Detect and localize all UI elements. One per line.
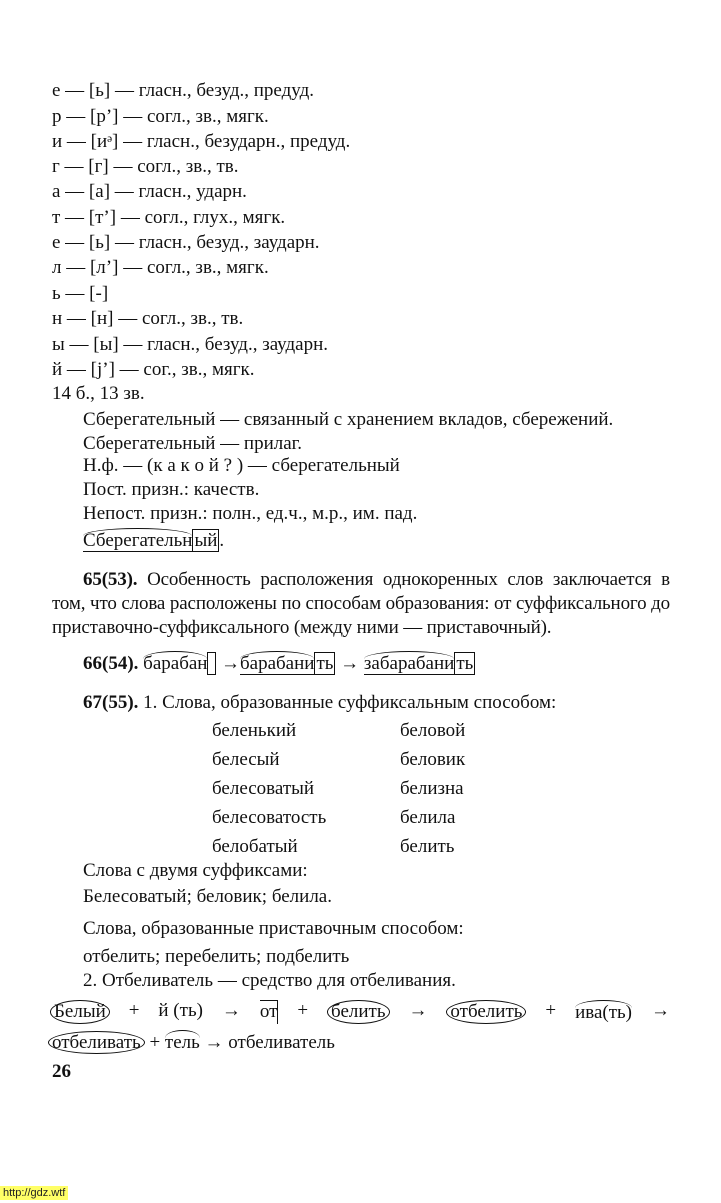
word: беленький [212, 720, 297, 741]
two-suffix-words: Белесоватый; беловик; белила. [83, 886, 332, 907]
word-row [0, 836, 721, 858]
chain-item: → [221, 1000, 241, 1021]
suffix-words-columns [0, 720, 721, 858]
chain-item: + [545, 1000, 557, 1021]
word-3-ending: ть [456, 653, 474, 674]
word-ending: ый [194, 530, 218, 551]
word: белить [400, 836, 455, 857]
exercises-column [0, 568, 721, 1083]
chain-item: тель [164, 1032, 200, 1053]
watermark-link[interactable]: http://gdz.wtf [0, 1186, 68, 1200]
phonetic-line: а — [а] — гласн., ударн. [52, 181, 247, 202]
word: белобатый [212, 836, 298, 857]
chain-item: + [128, 1000, 140, 1021]
morphemic-word [83, 530, 224, 552]
heading-text: 1. Слова, образованные суффиксальным способом: [143, 692, 557, 713]
chain-item: → [204, 1032, 224, 1053]
word-row [0, 807, 721, 829]
part-2-definition: 2. Отбеливатель — средство для отбеливания. [83, 970, 456, 991]
letter-sound-count: 14 б., 13 зв. [52, 383, 145, 404]
analysis-line: Пост. призн.: качеств. [83, 479, 260, 500]
word: белизна [400, 778, 464, 799]
chain-item: ива(ть) [575, 1002, 633, 1023]
word: беловой [400, 720, 466, 741]
word-3: забарабани [363, 653, 455, 674]
chain-item: отбелить [446, 1000, 526, 1024]
analysis-line: Непост. призн.: полн., ед.ч., м.р., им. пад. [83, 503, 418, 524]
chain-item: → [650, 1000, 670, 1021]
word-row [0, 778, 721, 800]
word: белила [400, 807, 456, 828]
chain-item: + [297, 1000, 309, 1021]
phonetic-line: ь — [-] [52, 283, 109, 304]
exercise-label: 67(55). [83, 692, 139, 713]
chain-item: Белый [50, 1000, 110, 1024]
word-stem: Сберегательн [83, 530, 193, 551]
chain-item: белить [327, 1000, 389, 1024]
word-2-ending: ть [316, 653, 334, 674]
phonetic-line: е — [ь] — гласн., безуд., заударн. [52, 232, 320, 253]
period: . [219, 530, 225, 551]
phonetic-line: ы — [ы] — гласн., безуд., заударн. [52, 334, 328, 355]
analysis-line: Сберегательный — прилаг. [83, 433, 303, 454]
derivation-chain-2 [48, 1032, 721, 1054]
phonetic-line: й — [j’] — сог., зв., мягк. [52, 359, 255, 380]
chain-item: → [408, 1000, 428, 1021]
exercise-66 [83, 653, 721, 675]
chain-item: й (ть) [158, 1000, 203, 1021]
two-suffix-heading: Слова с двумя суффиксами: [83, 860, 308, 881]
chain-item: отбеливать [48, 1031, 145, 1054]
arrow: → [340, 653, 360, 674]
phonetic-line: г — [г] — согл., зв., тв. [52, 156, 239, 177]
word-1: барабан [143, 653, 208, 674]
phonetic-line: е — [ь] — гласн., безуд., предуд. [52, 80, 314, 101]
word-row [0, 720, 721, 742]
empty-ending [207, 652, 216, 675]
word-row [0, 749, 721, 771]
exercise-67-heading [83, 692, 721, 714]
word: белесый [212, 749, 280, 770]
exercise-label: 65(53). [83, 569, 138, 590]
exercise-text: Особенность расположения однокоренных слов заключается в том, что слова расположены по способам образования: от суффиксального до приставочно-суффиксального (между ними — приставочный). [52, 569, 670, 638]
prefix-words: отбелить; перебелить; подбелить [83, 946, 350, 967]
word: беловик [400, 749, 466, 770]
exercise-65 [52, 568, 670, 640]
word-2: барабани [239, 653, 315, 674]
chain-item: + [149, 1032, 161, 1053]
page-number: 26 [52, 1061, 71, 1082]
arrow: → [220, 653, 240, 674]
derivation-chain-1 [50, 1000, 670, 1024]
prefix-heading: Слова, образованные приставочным способом: [83, 918, 464, 939]
word: белесоватый [212, 778, 315, 799]
phonetic-line: р — [р’] — согл., зв., мягк. [52, 106, 269, 127]
analysis-line: Н.ф. — (к а к о й ? ) — сберегательный [83, 455, 400, 476]
phonetic-line: т — [т’] — согл., глух., мягк. [52, 207, 286, 228]
analysis-line: Сберегательный — связанный с хранением вкладов, сбережений. [83, 409, 614, 430]
phonetic-line: л — [л’] — согл., зв., мягк. [52, 257, 269, 278]
phonetic-line: н — [н] — согл., зв., тв. [52, 308, 244, 329]
chain-item: от [259, 1001, 278, 1022]
chain-item: отбеливатель [228, 1032, 335, 1053]
exercise-label: 66(54). [83, 653, 139, 674]
phonetic-line: и — [иᵊ] — гласн., безударн., предуд. [52, 131, 351, 152]
word: белесоватость [212, 807, 327, 828]
